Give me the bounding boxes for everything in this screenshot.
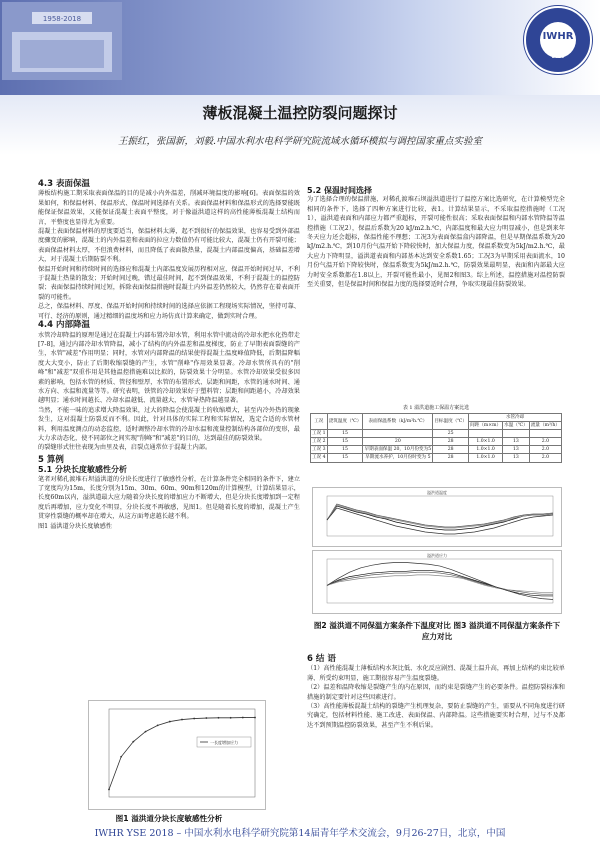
figure-2-3-caption: 图2 溢洪道不同保温方案条件下温度对比 图3 溢洪道不同保温方案条件下应力对比 — [313, 621, 561, 641]
table-cell: 1.0×1.0 — [469, 454, 503, 462]
table-cell: 20 — [363, 438, 433, 446]
paragraph: （3）高性能薄板混凝土结构的裂缝产生机理复杂，要防止裂缝的产生，需要从不同角度进行研究确定，包括材料性能、施工改进、表面保温、内部降温。这些措施要实时合理，过与不及都达不到预期温控防裂效果，甚至产生不利后果。 — [307, 703, 565, 729]
figure-1-svg — [89, 701, 265, 809]
figure-3-svg — [313, 551, 561, 613]
section-5-2-heading: 5.2 保温时间选择 — [307, 186, 372, 195]
series-line — [327, 575, 553, 593]
table-header: 间距（m×m） — [470, 422, 502, 428]
table-cell: 28 — [433, 438, 469, 446]
left-column — [38, 180, 300, 531]
section-4-3-heading: 4.3 表面保温 — [38, 179, 91, 189]
table-cell: 工况 3 — [312, 447, 326, 453]
data-point — [132, 741, 134, 743]
table-cell — [363, 430, 433, 438]
table-cell: 25 — [433, 430, 469, 438]
data-point — [120, 756, 122, 758]
table-row — [311, 446, 562, 454]
data-point — [205, 717, 207, 719]
section-4-4-heading: 4.4 内部降温 — [38, 320, 91, 331]
series-line — [327, 505, 553, 528]
table-header: 水管冷却 — [469, 414, 562, 422]
table-cell: 2.0 — [529, 446, 561, 454]
iwhr-logo — [524, 6, 592, 74]
figure-inline-label: 图1 溢洪道分块长度敏感性 — [38, 522, 112, 530]
table-cell: 28 — [433, 446, 469, 454]
table-header: 流量（m³/h） — [530, 422, 560, 428]
table-cell: 工况 1 — [312, 430, 326, 436]
table-cell: 28 — [433, 454, 469, 462]
table-row — [311, 438, 562, 446]
paragraph: 水管冷却降温的原理是通过在混凝土内部布置冷却水管，利用水管中流动的冷却水把水化热带走[7-8]，通过内部冷却水管降温，减小了结构的内外温差和温度梯度，防止了早期表面裂缝的产生，水管"减差"作用明显；同时，水管对内部降温的结果使得混凝土温度峰值降低，后期温降幅度大大变小，防止了后期收缩裂缝的产生，水管"削峰"作用效果显著。冷却水管所具有的"削峰"和"减差"双重作用是其他温控措施难以比拟的，防裂效果十分明显。水管冷却效果受很多因素的影响，包括水管的材质、管径和壁厚，水管的布置形式、层距和间距，水管的通水时间、通水方向、水温和流量等等。研究表明，铁管的冷却效果好于塑料管；层距和间距越小，冷却效果越明显；通水时间越长、冷却水温越低、流量越大，水管导热降温越显著。 — [38, 331, 300, 405]
table-cell: 15 — [327, 446, 363, 454]
data-point — [193, 718, 195, 720]
table-cell: 15 — [327, 438, 363, 446]
plot-frame — [327, 559, 553, 603]
photo-graphic — [2, 2, 122, 80]
series-line — [327, 570, 553, 596]
table-cell: 13 — [503, 454, 530, 462]
paragraph: （2）温差和温降收缩是裂缝产生的内在原因，而约束是裂缝产生的必要条件。温控防裂标准和措施的制定要针对这些因素进行。 — [307, 684, 565, 701]
conclusion-section — [307, 655, 565, 730]
table-cell — [529, 430, 561, 438]
table-cell: 2.0 — [529, 438, 561, 446]
data-point — [230, 717, 232, 719]
table-row — [311, 430, 562, 438]
paragraph: （1）高性能混凝土薄板结构水灰比低、水化反应剧烈、混凝土温升高，再加上结构约束比较单薄、所受约束明显，施工期很容易产生温度裂缝。 — [307, 665, 565, 682]
data-point — [157, 724, 159, 726]
table-cell: 早期表面保温 20，10月份变为5 — [364, 447, 432, 453]
figure-2-chart — [312, 487, 562, 547]
table-header: 浇筑温度（℃） — [327, 414, 363, 430]
table-caption: 表 1 溢洪道施工保温方案比选 — [402, 405, 470, 411]
paragraph: 为了选择合理的保温措施，对稀孔渡堆石坝溢洪道进行了温控方案比选研究，在计算模型完全相同的条件下，选择了四种方案进行比较，表1。计算结果显示，不采取温控措施时（工况1），溢洪道表面和内部应力都严重超标，开裂可能性很高；采取表面保温和内部水管降温等温控措施（工况2），保温后系数为20 kJ/m2.h.℃，内部温度和最大应力明显减小，但是到来年冬天应力还会超标，保温性能不理想；工况3为表面保温盒内部降温，但是早期保温系数为20 kJ/m2.h.℃，到10月份气温开始下降较快时，加大保温力度，保温系数变为5kJ/m2.h.℃，最大应力下降明显，溢洪道表面和内部基本达到安全系数1.65；工况3为早期采用表面流水，10月份气温开始下降较快时，保温系数变为5kJ/m2.h.℃，防裂效果最明显，表面和内部最大应力时安全系数都在1.8以上，开裂可能性最小，见图2和图3。综上所述，温控措施对温控防裂至关重要，但是保温时间和保温力度的选择要适时合理，争取实现最佳防裂效果。 — [307, 196, 565, 289]
table-cell: 13 — [503, 446, 530, 454]
table-row — [311, 454, 562, 462]
table-header: 表面保温系数（kJ/m²h.℃） — [363, 414, 433, 430]
table-cell: 2.0 — [529, 454, 561, 462]
logo-year: 2018 — [551, 54, 565, 60]
paper-authors: 王振红，张国新，刘毅.中国水利水电科学研究院流域水循环模拟与调控国家重点实验室 — [117, 136, 483, 147]
table-header: 目标温度（℃） — [433, 414, 469, 430]
data-point — [242, 717, 244, 719]
paragraph: 总之，保温材料、厚度、保温开始时间和持续时间的选择应依据工程现场实际情况，坚持可靠、可行、经济的原则，通过精细的温度场和应力场仿真计算来确定，做到实时合理。 — [38, 303, 300, 320]
series-line — [327, 563, 553, 600]
paragraph: 保温开始时间和持续时间的选择应和混凝土内部温度发展历程相对应，保温开始时间过早，不利于混凝土热量的散发；开始时间过晚，错过最佳时间，起不到保温效果，不利于混凝土的温控防裂；表面保温持续时间过短，拆除表面保温措施时混凝土内外温差仍然较大，仍然存在着表面开裂的可能性。 — [38, 265, 300, 301]
figure-1-chart — [88, 700, 266, 810]
footer: IWHR YSE 2018 – 中国水利水电科学研究院第14届青年学术交流会，9月26-27日，北京，中国 — [94, 828, 506, 839]
photo-caption: 1958-2018 — [42, 15, 82, 23]
series-line — [109, 718, 255, 790]
figure-3-chart — [312, 550, 562, 614]
table-header: 工况 — [311, 414, 328, 430]
data-point — [254, 717, 256, 719]
data-point — [181, 719, 183, 721]
table-cell — [503, 430, 530, 438]
section-5-1-heading: 5.1 分块长度敏感性分析 — [38, 465, 127, 475]
paragraph: 当然，不能一味的追求增大降温效果，过大的降温会使混凝土的收缩增大，甚至内冷外热的现象发生，这对混凝土防裂反而不利。因此，针对具体的实际工程和实际情况，选定合适的水管材料，利用温度测点的动态监控，适时调整冷却水管的冷却水温和流量控制结构各部位的变形，最大力求动态化，使不同部位之间实现"削峰"和"减差"的目的，达到最佳的防裂效果。 — [38, 406, 300, 442]
right-column — [307, 186, 565, 289]
table-cell: 1.0×1.0 — [469, 438, 503, 446]
logo-text: IWHR — [542, 31, 574, 42]
plot-frame — [109, 709, 255, 797]
table-cell: 15 — [327, 454, 363, 462]
table-cell: 13 — [503, 438, 530, 446]
section-6-heading: 6 结 语 — [307, 654, 336, 664]
data-point — [108, 789, 110, 791]
section-5-heading: 5 算例 — [38, 454, 64, 465]
table-cell: 1.0×1.0 — [469, 446, 503, 454]
table-cell: 工况 2 — [312, 439, 326, 445]
figure-1-caption: 图1 溢洪道分块长度敏感性分析 — [115, 814, 223, 823]
table-cell: 早期流水养护，10月份时变为 5 — [363, 454, 433, 462]
data-point — [218, 717, 220, 719]
header-photo — [2, 2, 122, 80]
chart-title: 溢洪道应力 — [427, 553, 447, 558]
table-cell: 工况 4 — [312, 455, 326, 461]
table-cell: 15 — [327, 430, 363, 438]
paragraph: 的裂缝形式往往表现为由里及表，启裂点通常位于混凝土内部。 — [38, 444, 212, 452]
table-1 — [310, 413, 562, 463]
figure-2-svg — [313, 488, 561, 546]
paper-title: 薄板混凝土温控防裂问题探讨 — [202, 104, 398, 122]
paragraph: 薄板结构施工期采取表面保温的目的是减小内外温差，削减环境温度的影响[6]。表面保温的效果如何，和保温材料、保温形式、保温时间选择有关系。表面保温材料和保温形式的选择要能既能保证保温效果，又能保证混凝土表面平整度，对于像溢洪道这样的高性能薄板混凝土结构而言，平整度也显得尤为重要。 — [38, 190, 300, 226]
chart-title: 溢洪道温度 — [427, 490, 447, 495]
data-point — [145, 731, 147, 733]
paragraph: 混凝土表面保温材料的厚度要适当，保温材料太薄，起不到很好的保温效果，也容易受到外部温度骤变的影响，混凝土的内外温差和表面的拉应力数值仍有可能比较大，混凝土仍有开裂可能；表面保温材料太厚，不但浪费材料，而且降低了表面散热量，混凝土内部温度偏高，基础温差增大，对于混凝土后期防裂不利。 — [38, 228, 300, 264]
table-cell — [469, 430, 503, 438]
paragraph: 笔者对稀孔渡堆石坝溢洪道的分块长度进行了敏感性分析，在计算条件完全相同的条件下，建立了宽度均为15m，长度分别为15m、30m、60m、90m和120m的计算模型，计算结果显示，长度60m以内，溢洪道最大应力随着分块长度的增加应力不断增大，但是分块长度增加到一定程度后再增加，应力变化不明显，分块长度不再敏感，见图1。但是随着长度的增加，混凝土产生贯穿性裂缝的概率却在增大，从这方面考虑越长越不利。 — [38, 475, 300, 521]
legend-label: 一长度增加应力 — [210, 740, 238, 745]
data-point — [169, 721, 171, 723]
table-header: 水温（℃） — [504, 422, 528, 428]
